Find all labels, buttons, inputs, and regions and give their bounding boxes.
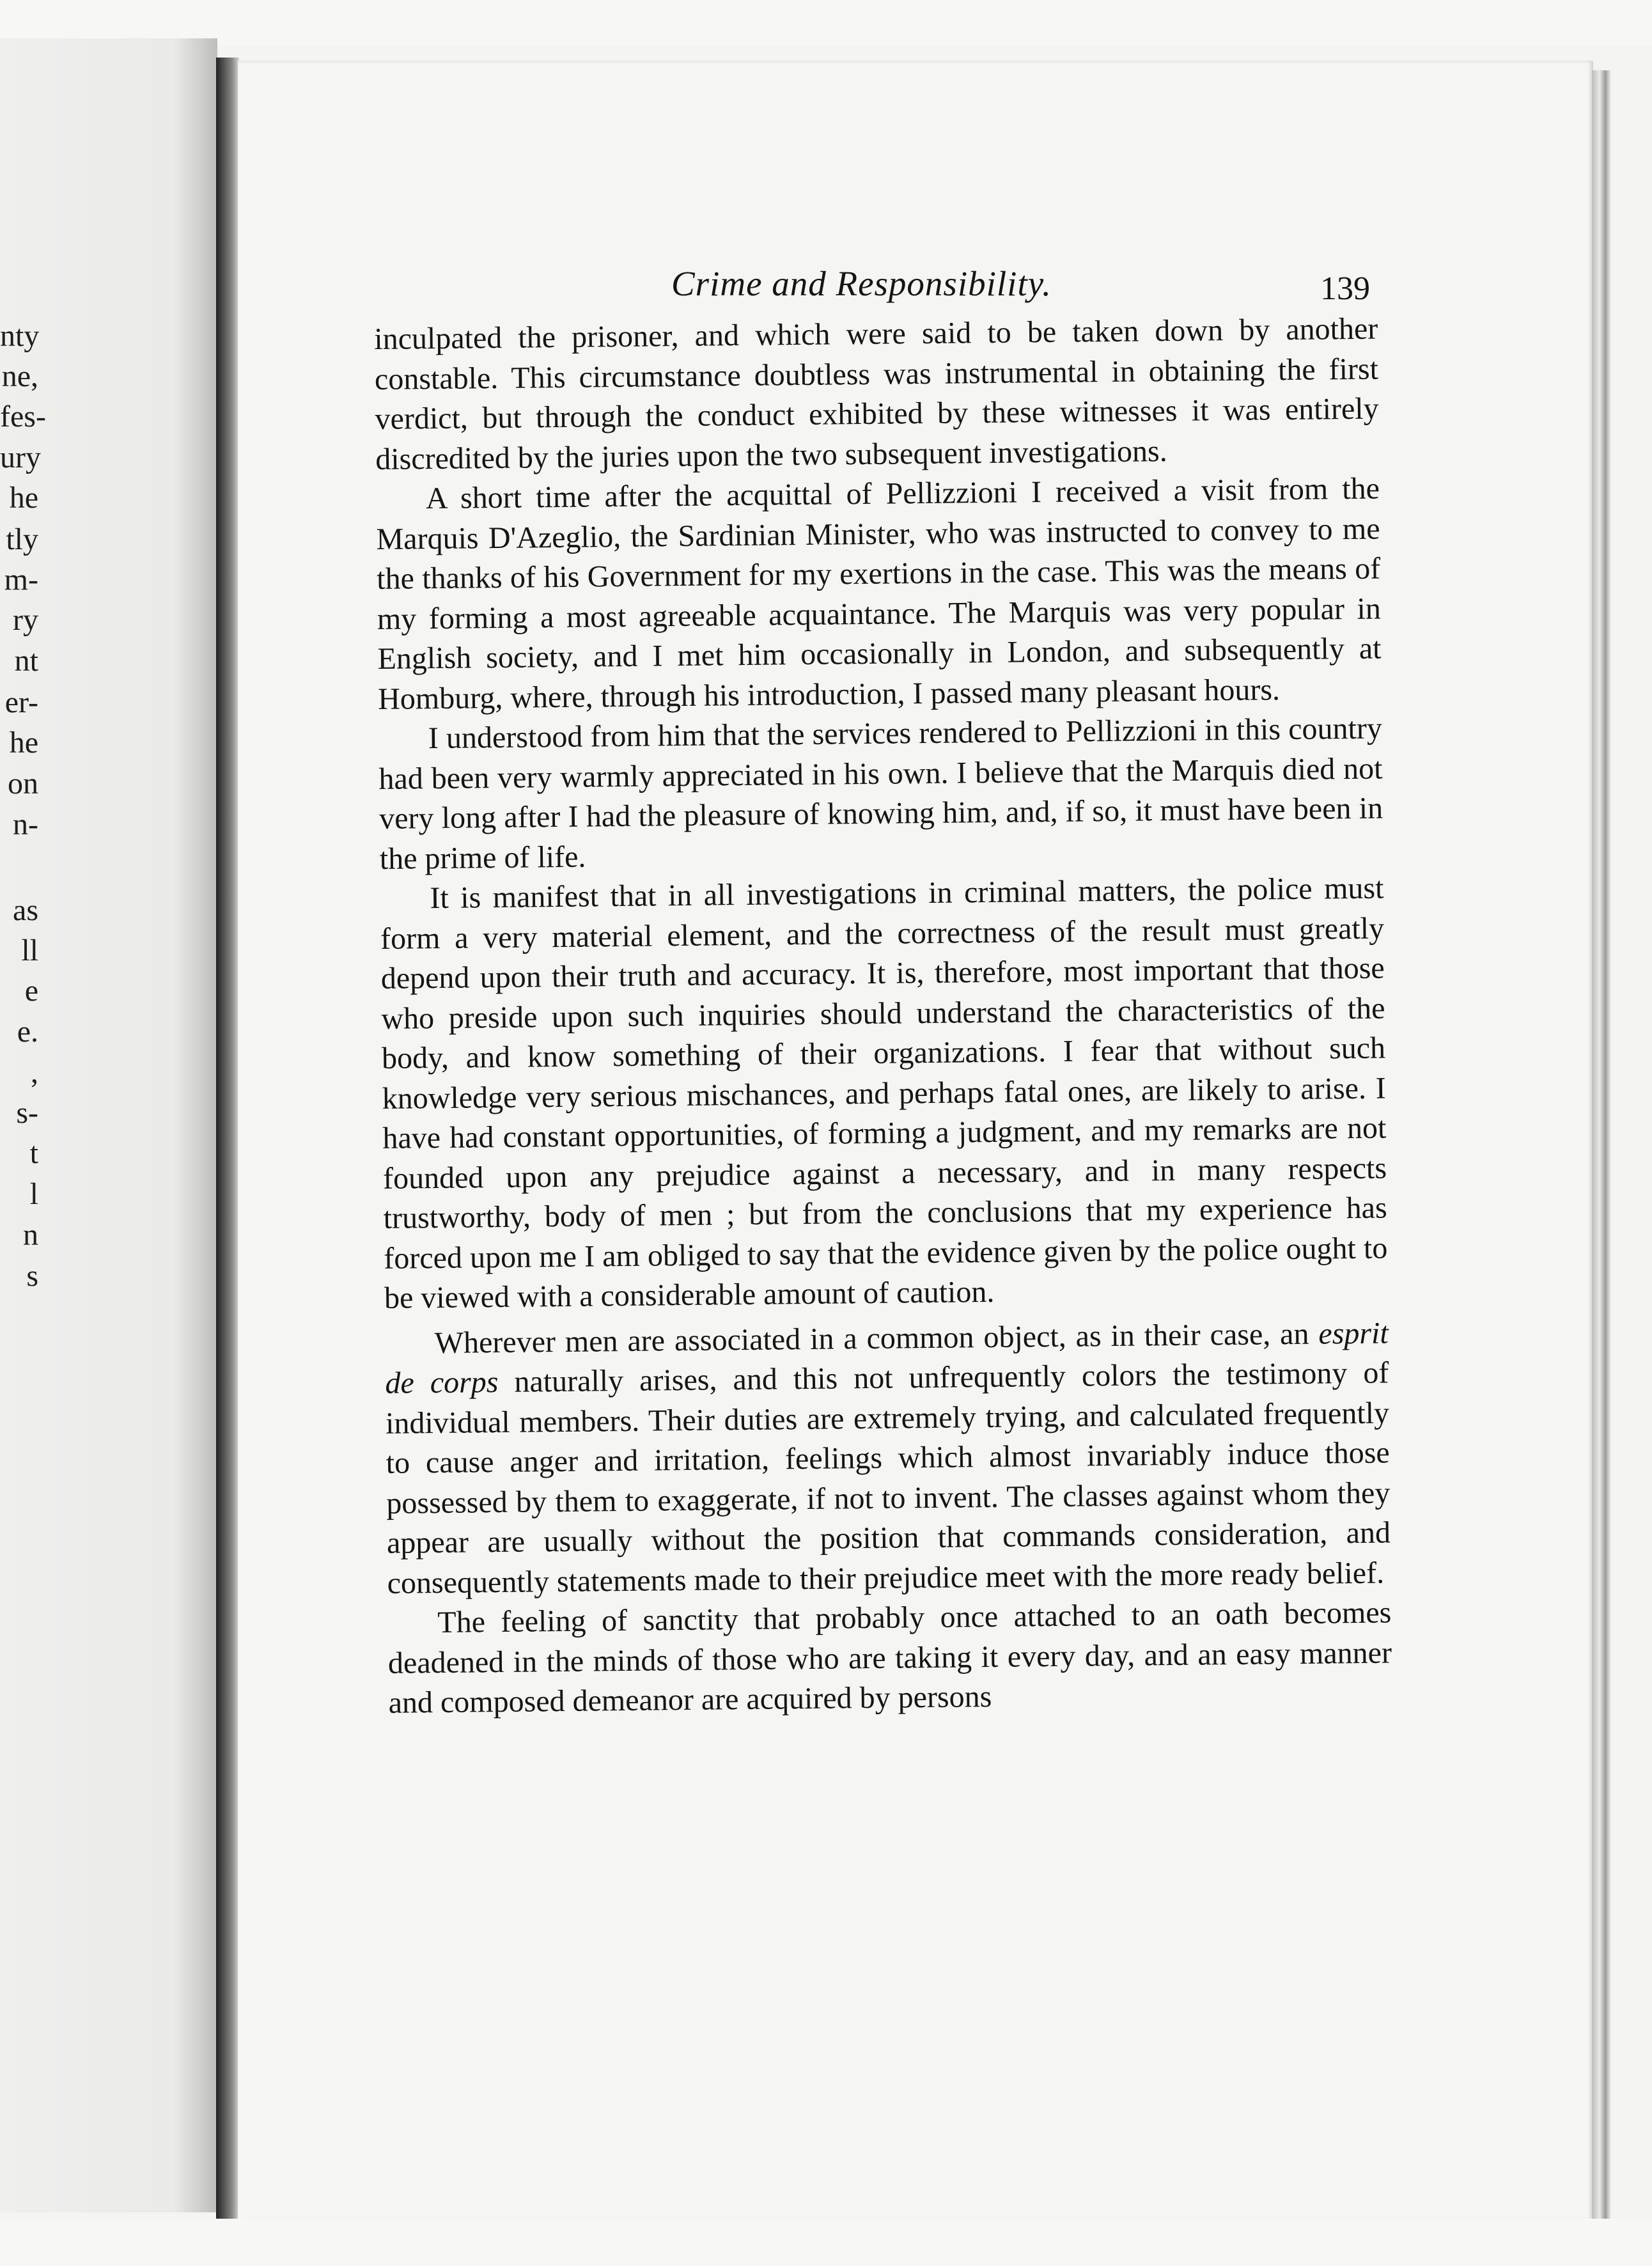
left-page-fragment: s- [16, 1096, 38, 1130]
scan-bottom-margin [0, 2219, 1652, 2266]
running-head: Crime and Responsibility. [671, 264, 1052, 303]
book-gutter [216, 58, 239, 2219]
left-page-fragment: e. [17, 1015, 38, 1049]
left-page-fragment: ll [21, 934, 38, 967]
paragraph-text: naturally arises, and this not unfrequently colors the testimony of individual members. Their duties are extremely trying, and calculated frequently to cause anger and irritation, feelings which almost invariably induce those possessed by them to exaggerate, if not to invent. The classes against whom they appear are usually without the position that commands consideration, and consequently statements made to their prejudice meet with the more ready belief. [385, 1356, 1391, 1600]
paragraph: The feeling of sanctity that probably once attached to an oath becomes deadened in the minds of those who are taking it every day, and an easy manner and composed demeanor are acquired by persons [387, 1595, 1392, 1720]
left-page-fragment: nty [0, 319, 40, 353]
body-text [374, 309, 1392, 1724]
page-edge [1592, 70, 1611, 2231]
left-page-fragment: he [9, 481, 38, 515]
italic-phrase: esprit de corps [385, 1315, 1389, 1400]
paragraph-text: Wherever men are associated in a common object, as in their case, an [434, 1317, 1319, 1360]
left-page-fragment: e [24, 974, 38, 1008]
left-page-fragment: ne, [1, 359, 38, 393]
left-page-fragment: on [8, 767, 38, 801]
left-page-fragment: ry [13, 603, 38, 637]
left-page-fragment: ury [0, 441, 41, 474]
left-page-fragment: m- [4, 563, 38, 597]
facing-page-left [0, 38, 217, 2212]
left-page-fragment: l [29, 1177, 38, 1211]
left-page-fragment: er- [4, 685, 38, 719]
page-number: 139 [1320, 270, 1370, 307]
scan-top-margin [0, 0, 1652, 45]
left-page-fragment: t [29, 1136, 38, 1170]
left-page-fragment: , [31, 1056, 38, 1090]
page-header [671, 263, 1438, 315]
paragraph [384, 1313, 1391, 1604]
left-page-fragment: he [9, 726, 38, 760]
paragraph: I understood from him that the services rendered to Pellizzioni in this country had been very warmly appreciated in his own. I believe that the Marquis died not very long after I had the pleasure of knowing him, and, if so, it must have been in the prime of life. [378, 711, 1383, 876]
left-page-fragment: n [23, 1218, 38, 1252]
left-page-fragment: n- [13, 808, 38, 841]
left-page-fragment: nt [14, 644, 38, 678]
paragraph: It is manifest that in all investigations in criminal matters, the police must form a very material element, and the correctness of the result must greatly depend upon their truth and accuracy. It is, therefore, most important that those who preside upon such inquiries should understand the characteristics of the body, and know something of their organizations. I fear that without such knowledge very serious mischances, and perhaps fatal ones, are likely to arise. I have had constant opportunities, of forming a judgment, and my remarks are not founded upon any prejudice against a necessary, and in many respects trustworthy, body of men ; but from the conclusions that my experience has forced upon me I am obliged to say that the evidence given by the police ought to be viewed with a considerable amount of caution. [380, 871, 1388, 1315]
left-page-fragment: tly [6, 522, 38, 556]
left-page-fragment: fes- [0, 400, 46, 434]
left-page-fragment: as [13, 893, 38, 927]
paragraph: A short time after the acquittal of Pellizzioni I received a visit from the Marquis D'Azeglio, the Sardinian Minister, who was instructed to convey to me the thanks of his Government for my exertions in the case. This was the means of my forming a most agreeable acquaintance. The Marquis was very popular in English society, and I met him occasionally in London, and subsequently at Homburg, where, through his introduction, I passed many pleasant hours. [376, 471, 1382, 716]
left-page-fragment: s [26, 1259, 38, 1293]
paragraph: inculpated the prisoner, and which were said to be taken down by another constable. This circumstance doubtless was instrumental in obtaining the first verdict, but through the conduct exhibited by these witnesses it was entirely discredited by the juries upon the two subsequent investigations. [374, 311, 1379, 476]
